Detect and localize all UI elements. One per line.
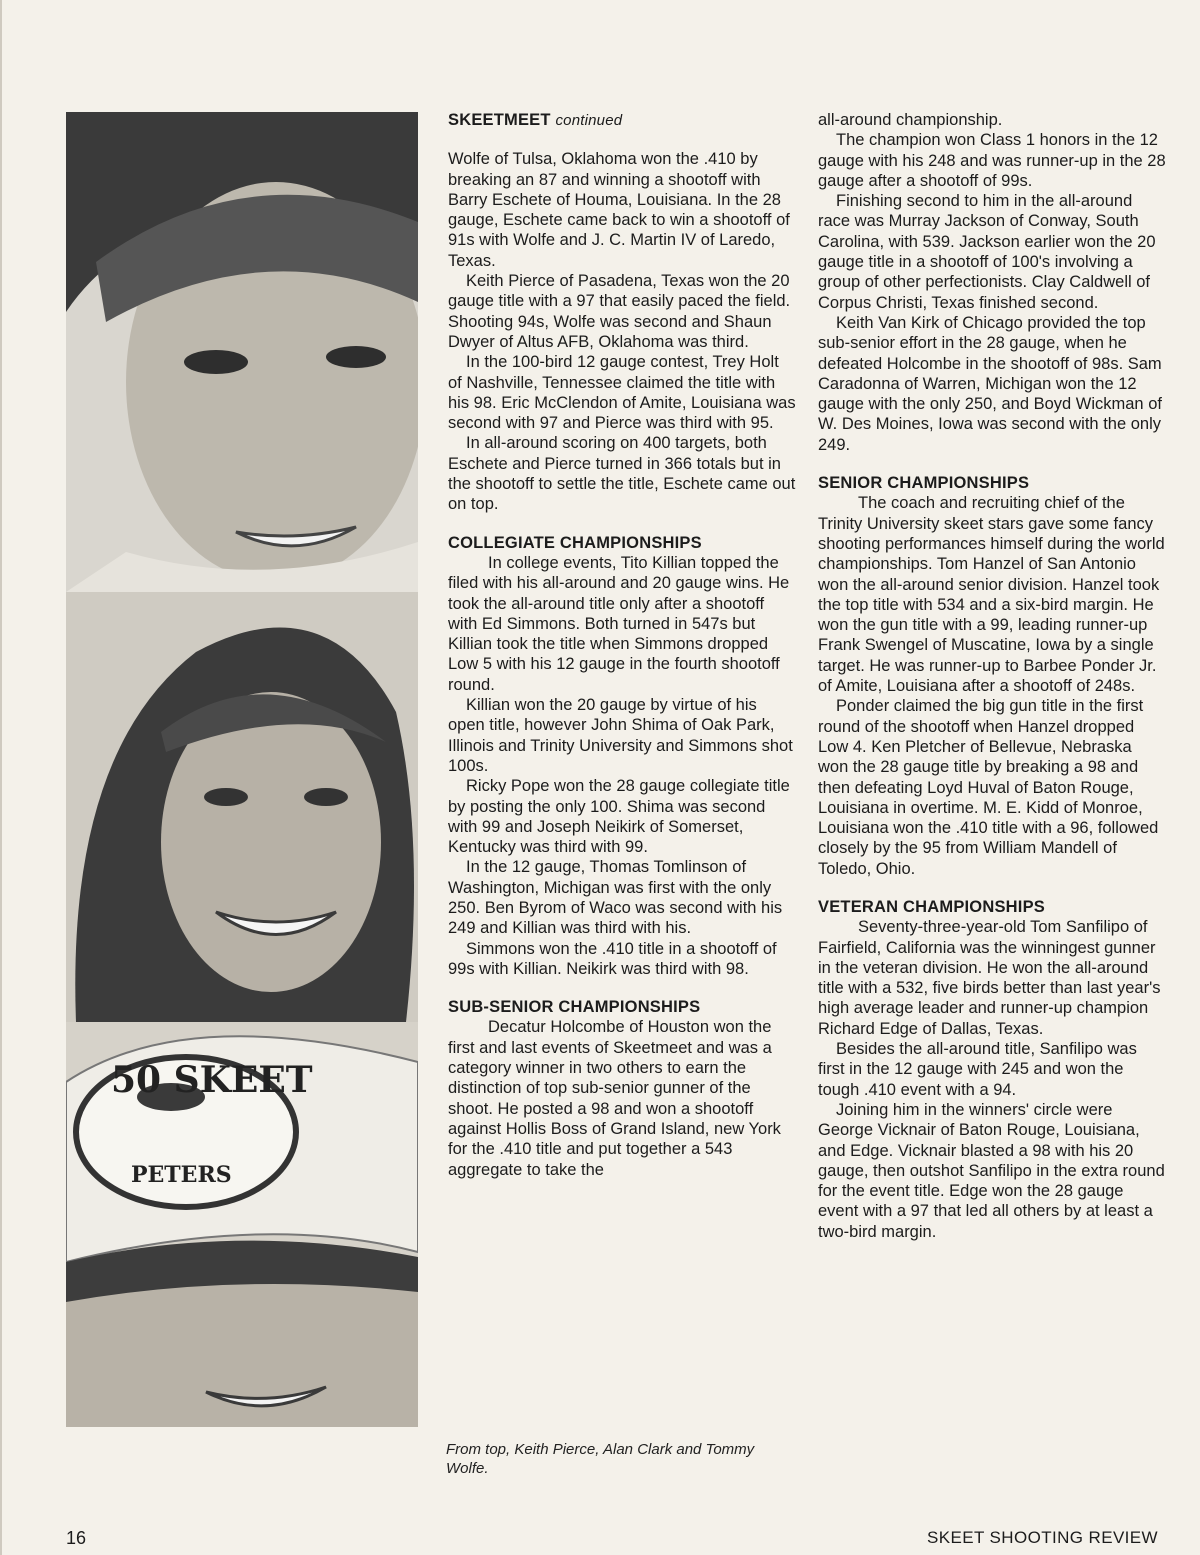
article-column-1 xyxy=(448,110,796,1180)
section-heading-collegiate: COLLEGIATE CHAMPIONSHIPS xyxy=(448,533,702,552)
paragraph: Joining him in the winners' circle were George Vicknair of Baton Rouge, Louisiana, and Edge. Vicknair blasted a 98 with his 20 gauge, then outshot Sanfilipo in the extra round for the event title. Edge won the 28 gauge event with a 97 that led all others by at least a two-bird margin. xyxy=(818,1100,1165,1241)
paragraph: Keith Van Kirk of Chicago provided the top sub-senior effort in the 28 gauge, when he defeated Holcombe in the shootoff of 98s. Sam Caradonna of Warren, Michigan won the 12 gauge with the only 250, and Boyd Wickman of W. Des Moines, Iowa was second with the only 249. xyxy=(818,313,1162,454)
paragraph: In all-around scoring on 400 targets, both Eschete and Pierce turned in 366 totals but in the shootoff to settle the title, Eschete came out on top. xyxy=(448,434,796,514)
svg-text:50 SKEET: 50 SKEET xyxy=(111,1059,313,1101)
scan-edge xyxy=(0,0,2,1555)
paragraph: all-around championship. xyxy=(818,111,1003,129)
paragraph: Besides the all-around title, Sanfilipo was first in the 12 gauge with 245 and won the tough .410 event with a 94. xyxy=(818,1040,1137,1099)
paragraph: Simmons won the .410 title in a shootoff of 99s with Killian. Neikirk was third with 98. xyxy=(448,939,777,978)
paragraph: The coach and recruiting chief of the Trinity University skeet stars gave some fancy shooting performances himself during the world championships. Tom Hanzel of San Antonio won the all-around senior division. Hanzel took the top title with 534 and a six-bird margin. He won the gun title with a 99, leading runner-up Frank Swengel of Muscatine, Iowa by a single target. He was runner-up to Barbee Ponder Jr. of Amite, Louisiana after a shootoff of 248s. xyxy=(818,494,1165,696)
photo-keith-pierce xyxy=(66,112,418,592)
paragraph: The champion won Class 1 honors in the 12 gauge with his 248 and was runner-up in the 28 gauge after a shootoff of 99s. xyxy=(818,131,1166,190)
paragraph: Wolfe of Tulsa, Oklahoma won the .410 by breaking an 87 and winning a shootoff with Barry Eschete of Houma, Louisiana. In the 28 gauge, Eschete came back to win a shootoff of 91s with Wolfe and J. C. Martin IV of Laredo, Texas. xyxy=(448,150,790,270)
paragraph: Killian won the 20 gauge by virtue of his open title, however John Shima of Oak Park, Illinois and Trinity University and Simmons shot 100s. xyxy=(448,696,793,775)
portrait-graphic xyxy=(66,592,418,1022)
section-heading-veteran: VETERAN CHAMPIONSHIPS xyxy=(818,897,1045,916)
section-heading-senior: SENIOR CHAMPIONSHIPS xyxy=(818,474,1030,493)
paragraph: Finishing second to him in the all-around race was Murray Jackson of Conway, South Carolina, with 539. Jackson earlier won the 20 gauge title in a shootoff of 100's involving a group of other perfectionists. Clay Caldwell of Corpus Christi, Texas finished second. xyxy=(818,192,1156,312)
photo-caption: From top, Keith Pierce, Alan Clark and Tommy Wolfe. xyxy=(446,1441,755,1477)
portrait-graphic xyxy=(66,1022,418,1427)
paragraph: Seventy-three-year-old Tom Sanfilipo of Fairfield, California was the winningest gunner in the veteran division. He won the all-around title with a 532, five birds better than last year's high average leader and runner-up champion Richard Edge of Dallas, Texas. xyxy=(818,918,1161,1038)
paragraph: Ponder claimed the big gun title in the first round of the shootoff when Hanzel dropped Low 4. Ken Pletcher of Bellevue, Nebraska won the 28 gauge title by breaking a 98 and then defeating Loyd Huval of Baton Rouge, Louisiana in overtime. M. E. Kidd of Monroe, Louisiana won the .410 title with a 96, followed closely by the 95 from William Mandell of Toledo, Ohio. xyxy=(818,697,1159,878)
portrait-graphic xyxy=(66,112,418,592)
paragraph: In the 12 gauge, Thomas Tomlinson of Washington, Michigan was first with the only 250. Ben Byrom of Waco was second with his 249 and Killian was third with his. xyxy=(448,858,783,938)
paragraph: Ricky Pope won the 28 gauge collegiate title by posting the only 100. Shima was second with 99 and Joseph Neikirk of Somerset, Kentucky was third with 99. xyxy=(448,777,790,857)
paragraph: In college events, Tito Killian topped the filed with his all-around and 20 gauge wins. He took the all-around title only after a shootoff with Ed Simmons. Both turned in 547s but Killian took the title when Simmons dropped Low 5 with his 12 gauge in the fourth shootoff round. xyxy=(448,553,790,694)
article-title: SKEETMEET xyxy=(448,111,551,129)
page-number: 16 xyxy=(66,1528,87,1548)
svg-text:PETERS: PETERS xyxy=(131,1162,232,1188)
photo-strip xyxy=(66,112,418,1427)
paragraph: Keith Pierce of Pasadena, Texas won the 20 gauge title with a 97 that easily paced the field. Shooting 94s, Wolfe was second and Shaun Dwyer of Altus AFB, Oklahoma was third. xyxy=(448,272,791,351)
paragraph: In the 100-bird 12 gauge contest, Trey Holt of Nashville, Tennessee claimed the title with his 98. Eric McClendon of Amite, Louisiana was second with 97 and Pierce was third with 95. xyxy=(448,353,796,433)
photo-alan-clark xyxy=(66,592,418,1022)
article-heading xyxy=(448,110,796,131)
paragraph: Decatur Holcombe of Houston won the first and last events of Skeetmeet and was a category winner in two others to earn the distinction of top sub-senior gunner of the shoot. He posted a 98 and won a shootoff against Hollis Boss of Grand Island, new York for the .410 title and put together a 543 aggregate to take the xyxy=(448,1018,781,1179)
photo-tommy-wolfe xyxy=(66,1022,418,1427)
publication-name: SKEET SHOOTING REVIEW xyxy=(926,1528,1158,1547)
section-heading-subsenior: SUB-SENIOR CHAMPIONSHIPS xyxy=(448,998,701,1017)
continued-label: continued xyxy=(555,112,623,129)
article-column-2 xyxy=(818,110,1166,1242)
